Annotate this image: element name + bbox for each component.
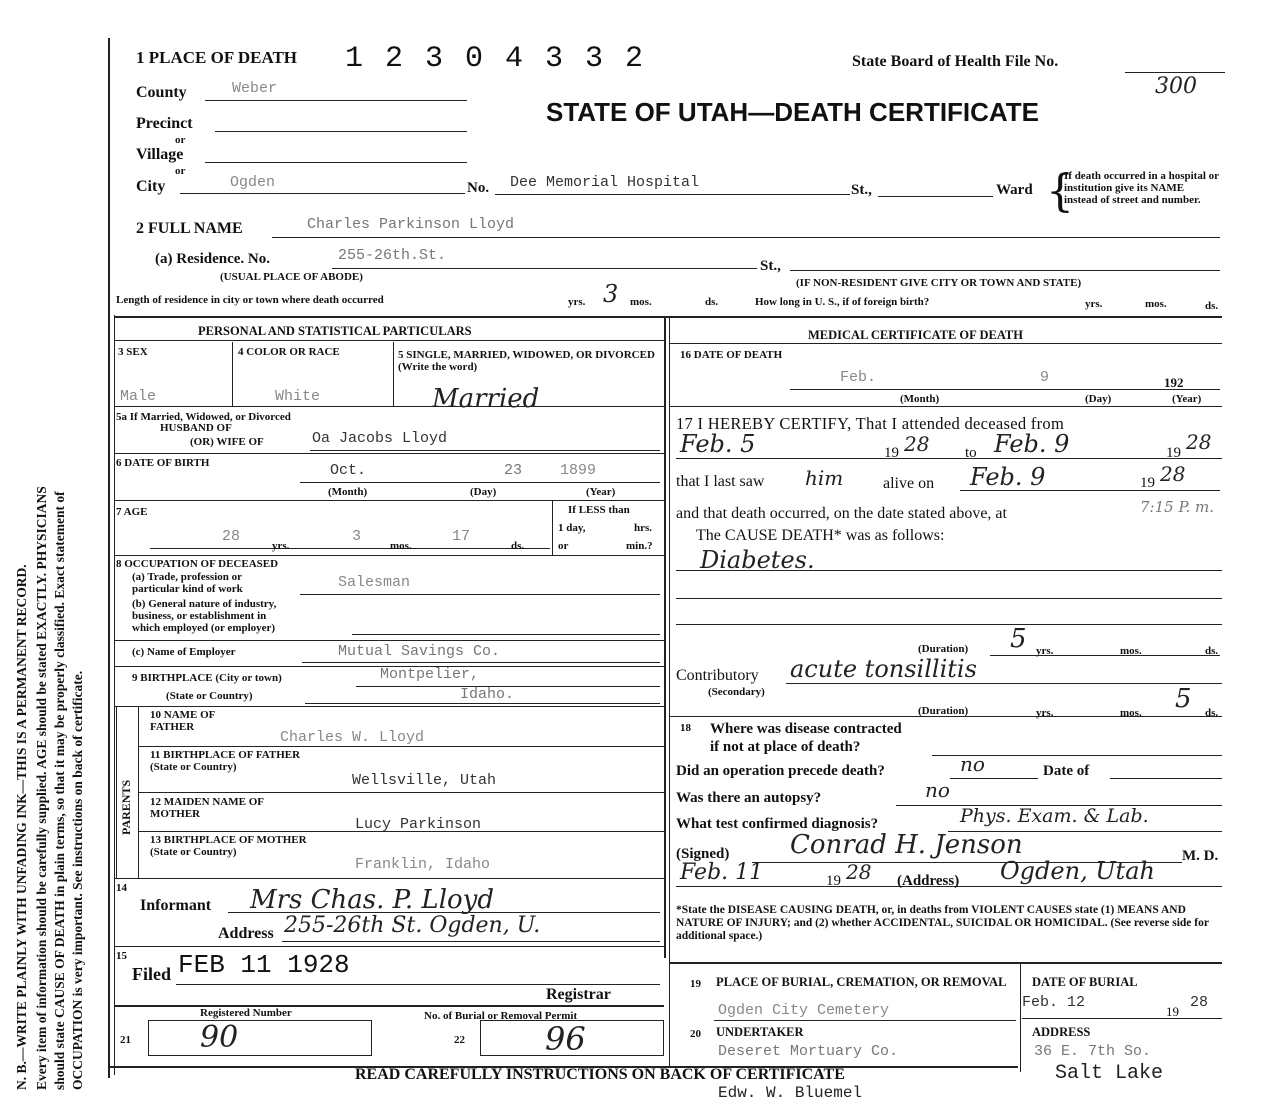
spouse-label-3: (OR) WIFE OF — [190, 436, 264, 448]
cause-value: Diabetes. — [700, 546, 815, 574]
marital-value: Married — [432, 384, 540, 414]
dob-year: 1899 — [560, 462, 597, 479]
medical-section-title: MEDICAL CERTIFICATE OF DEATH — [808, 328, 1023, 342]
state-board-value: 300 — [1155, 74, 1197, 99]
registrar-label: Registrar — [546, 986, 611, 1003]
side-note-2: Every item of information should be carefully supplied. AGE should be stated EXACTLY. PHYSICIANS — [34, 486, 49, 1090]
filed-number: 15 — [116, 950, 127, 962]
death-year-label: (Year) — [1172, 393, 1202, 405]
duration-yrs-label: yrs. — [1036, 645, 1054, 657]
informant-address-label: Address — [218, 925, 274, 942]
to-year-prefix: 19 — [1166, 445, 1181, 461]
mother-label: 12 MAIDEN NAME OF MOTHER — [150, 796, 264, 820]
age-label: 7 AGE — [116, 506, 148, 518]
length-residence-label: Length of residence in city or town where death occurred — [116, 294, 384, 306]
signed-year: 28 — [846, 860, 872, 884]
undertaker-person: Edw. W. Bluemel — [718, 1084, 863, 1102]
residence-st-label: St., — [760, 258, 781, 274]
spouse-label-1: 5a If Married, Widowed, or Divorced — [116, 411, 291, 423]
certificate-title: STATE OF UTAH—DEATH CERTIFICATE — [546, 97, 1039, 127]
cause-label: The CAUSE DEATH* was as follows: — [696, 527, 945, 544]
sex-value: Male — [120, 388, 157, 405]
burial-permit-value: 96 — [545, 1020, 586, 1058]
death-year: 192 — [1164, 375, 1184, 390]
age-years: 28 — [222, 528, 241, 545]
attended-from-year: 28 — [904, 432, 930, 456]
registered-number-label: Registered Number — [200, 1007, 292, 1019]
informant-value: Mrs Chas. P. Lloyd — [250, 885, 494, 915]
or-1: or — [175, 134, 186, 146]
residence-label: (a) Residence. No. — [155, 251, 270, 267]
spouse-label-2: HUSBAND OF — [160, 422, 232, 434]
date-of-label: Date of — [1043, 763, 1090, 779]
duration2-mos-label: mos. — [1120, 707, 1142, 719]
birthplace-city: Montpelier, — [380, 666, 480, 683]
no-label: No. — [467, 180, 490, 196]
center-divider — [664, 318, 666, 958]
alive-on-date: Feb. 9 — [970, 463, 1046, 491]
death-month: Feb. — [840, 369, 877, 386]
length-yrs-value: 3 — [603, 280, 619, 308]
informant-label: Informant — [140, 897, 212, 914]
father-birthplace-value: Wellsville, Utah — [352, 772, 497, 789]
duration2-label: (Duration) — [918, 705, 969, 717]
age-yrs-label: yrs. — [272, 540, 290, 552]
last-saw-label: that I last saw — [676, 473, 765, 490]
autopsy-value: no — [925, 778, 950, 802]
serial-number: 1 2 3 0 4 3 3 2 — [345, 42, 646, 76]
marital-label: 5 SINGLE, MARRIED, WIDOWED, OR DIVORCED (Write the word) — [398, 349, 655, 373]
reg-num-22: 22 — [454, 1034, 465, 1046]
duration2-months: 5 — [1175, 684, 1192, 714]
secondary-label: (Secondary) — [708, 686, 765, 698]
center-divider-2 — [669, 318, 670, 1068]
occurred-label: and that death occurred, on the date stated above, at — [676, 505, 1007, 522]
dob-year-label: (Year) — [586, 486, 616, 498]
hrs-label: hrs. — [634, 522, 653, 534]
city-label: City — [136, 178, 166, 195]
length-yrs-label: yrs. — [568, 296, 586, 308]
foreign-birth-label: How long in U. S., if of foreign birth? — [755, 296, 930, 308]
undertaker-value: Deseret Mortuary Co. — [718, 1043, 899, 1060]
burial-date-label: DATE OF BURIAL — [1032, 975, 1138, 989]
outer-left-border — [108, 38, 110, 1078]
precinct-label: Precinct — [136, 115, 193, 132]
dob-month: Oct. — [330, 462, 367, 479]
foreign-mos-label: mos. — [1145, 298, 1167, 310]
color-value: White — [275, 388, 321, 405]
undertaker-label: UNDERTAKER — [716, 1025, 804, 1039]
burial-permit-label: No. of Burial or Removal Permit — [424, 1010, 578, 1022]
filed-label: Filed — [132, 964, 171, 984]
death-day-label: (Day) — [1085, 393, 1112, 405]
undertaker-number: 20 — [690, 1028, 701, 1040]
birthplace-label: 9 BIRTHPLACE (City or town) — [132, 672, 282, 684]
test-value: Phys. Exam. & Lab. — [960, 805, 1149, 827]
occupation-value: Salesman — [338, 574, 411, 591]
attended-to-year: 28 — [1186, 430, 1212, 454]
min-label: min.? — [626, 540, 653, 552]
duration2-yrs-label: yrs. — [1036, 707, 1054, 719]
age-ds-label: ds. — [511, 540, 525, 552]
st-label: St., — [851, 182, 872, 198]
birthplace-state-label: (State or Country) — [166, 690, 253, 702]
autopsy-label: Was there an autopsy? — [676, 790, 822, 806]
parents-label: PARENTS — [119, 779, 133, 835]
attended-from-date: Feb. 5 — [680, 430, 756, 458]
occupation-b3: which employed (or employer) — [132, 622, 276, 634]
undertaker-address-label: ADDRESS — [1032, 1025, 1091, 1039]
occupation-b1: (b) General nature of industry, — [132, 598, 277, 610]
sex-label: 3 SEX — [118, 346, 148, 358]
where-label-2: if not at place of death? — [710, 739, 861, 755]
father-birthplace-label: 11 BIRTHPLACE OF FATHER (State or Country) — [150, 749, 301, 773]
nonresident-label: (IF NON-RESIDENT GIVE CITY OR TOWN AND STATE) — [796, 277, 1082, 289]
lessthan-label: If LESS than — [568, 504, 630, 516]
operation-label: Did an operation precede death? — [676, 763, 885, 779]
length-ds-label: ds. — [705, 296, 719, 308]
signed-label: (Signed) — [676, 846, 730, 862]
occupation-a2: particular kind of work — [132, 583, 243, 595]
occurred-time: 7:15 P. m. — [1140, 498, 1215, 516]
color-label: 4 COLOR OR RACE — [238, 346, 340, 358]
ward-label: Ward — [996, 182, 1033, 198]
signed-date: Feb. 11 — [680, 860, 764, 885]
date-of-death-label: 16 DATE OF DEATH — [680, 349, 783, 361]
last-saw-value: him — [805, 466, 844, 490]
side-note-1: N. B.—WRITE PLAINLY WITH UNFADING INK—THIS IS A PERMANENT RECORD. — [14, 564, 29, 1090]
personal-top-rule — [114, 316, 1222, 318]
burial-place-value: Ogden City Cemetery — [718, 1002, 890, 1019]
reg-num-21: 21 — [120, 1034, 131, 1046]
alive-year: 28 — [1160, 462, 1186, 486]
age-months: 3 — [352, 528, 362, 545]
occupation-label: 8 OCCUPATION OF DECEASED — [116, 558, 279, 570]
contributory-label: Contributory — [676, 667, 759, 684]
where-label-1: Where was disease contracted — [710, 721, 902, 737]
medical-footnote: *State the DISEASE CAUSING DEATH, or, in deaths from VIOLENT CAUSES state (1) MEANS AND NATURE OF INJURY; and (2) whether ACCIDENTAL, SUICIDAL OR HOMICIDAL. (See reverse side for additional space.) — [676, 904, 1209, 942]
mother-value: Lucy Parkinson — [355, 816, 482, 833]
registered-number-value: 90 — [200, 1020, 239, 1055]
duration-ds-label: ds. — [1205, 645, 1219, 657]
village-label: Village — [136, 146, 184, 163]
where-number: 18 — [680, 722, 691, 734]
undertaker-address-value: 36 E. 7th So. — [1034, 1043, 1152, 1060]
side-note-3: should state CAUSE OF DEATH in plain terms, so that it may be properly classified. Exact statement of — [52, 491, 67, 1090]
personal-section-title: PERSONAL AND STATISTICAL PARTICULARS — [198, 324, 472, 338]
informant-address-value: 255-26th St. Ogden, U. — [284, 913, 541, 938]
residence-value: 255-26th.St. — [338, 247, 447, 264]
physician-address-label: (Address) — [897, 873, 960, 889]
employer-value: Mutual Savings Co. — [338, 643, 501, 660]
duration2-ds-label: ds. — [1205, 707, 1219, 719]
inner-left-border — [114, 315, 115, 1075]
hospital-value: Dee Memorial Hospital — [510, 174, 700, 191]
age-mos-label: mos. — [390, 540, 412, 552]
length-mos-label: mos. — [630, 296, 652, 308]
or-label: or — [558, 540, 569, 552]
informant-number: 14 — [116, 882, 127, 894]
md-label: M. D. — [1182, 848, 1219, 864]
undertaker-city: Salt Lake — [1055, 1062, 1164, 1085]
from-year-prefix: 19 — [884, 445, 899, 461]
foreign-ds-label: ds. — [1205, 300, 1219, 312]
city-value: Ogden — [230, 174, 276, 191]
contributory-value: acute tonsillitis — [790, 655, 977, 683]
side-note-4: OCCUPATION is very important. See instructions on back of certificate. — [70, 670, 85, 1090]
burial-year: 28 — [1190, 994, 1209, 1011]
duration-label: (Duration) — [918, 643, 969, 655]
occupation-a1: (a) Trade, profession or — [132, 571, 242, 583]
certify-label: 17 I HEREBY CERTIFY, That I attended deceased from — [676, 414, 1065, 433]
attended-to-date: Feb. 9 — [994, 430, 1070, 458]
place-of-death-label: 1 PLACE OF DEATH — [136, 48, 298, 67]
ward-note: If death occurred in a hospital or institution give its NAME instead of street and number. — [1064, 170, 1219, 206]
full-name-label: 2 FULL NAME — [136, 220, 243, 237]
one-day-label: 1 day, — [558, 522, 586, 534]
county-label: County — [136, 84, 187, 101]
or-2: or — [175, 165, 186, 177]
death-month-label: (Month) — [900, 393, 940, 405]
state-board-label: State Board of Health File No. — [852, 53, 1059, 70]
duration-mos-label: mos. — [1120, 645, 1142, 657]
burial-place-label: PLACE OF BURIAL, CREMATION, OR REMOVAL — [716, 975, 1007, 989]
ward-brace: { — [1046, 166, 1074, 217]
burial-number: 19 — [690, 978, 701, 990]
footer-instructions: READ CAREFULLY INSTRUCTIONS ON BACK OF CERTIFICATE — [355, 1066, 845, 1083]
operation-value: no — [960, 752, 985, 776]
county-value: Weber — [232, 80, 278, 97]
employer-label: (c) Name of Employer — [132, 646, 236, 658]
registered-number-box — [148, 1020, 372, 1056]
dob-day-label: (Day) — [470, 486, 497, 498]
dob-label: 6 DATE OF BIRTH — [116, 457, 210, 469]
death-day: 9 — [1040, 369, 1050, 386]
full-name-value: Charles Parkinson Lloyd — [307, 216, 515, 233]
father-label: 10 NAME OF FATHER — [150, 709, 215, 733]
burial-year-prefix: 19 — [1166, 1004, 1179, 1019]
father-value: Charles W. Lloyd — [280, 729, 425, 746]
burial-date-value: Feb. 12 — [1022, 994, 1086, 1011]
birthplace-state: Idaho. — [460, 686, 515, 703]
mother-birthplace-value: Franklin, Idaho — [355, 856, 491, 873]
medical-title-rule — [670, 343, 1222, 344]
age-days: 17 — [452, 528, 471, 545]
dob-month-label: (Month) — [328, 486, 368, 498]
physician-signature: Conrad H. Jenson — [790, 830, 1023, 860]
test-label: What test confirmed diagnosis? — [676, 816, 879, 832]
duration-years: 5 — [1010, 624, 1027, 654]
spouse-value: Oa Jacobs Lloyd — [312, 430, 448, 447]
signed-year-prefix: 19 — [826, 873, 841, 889]
to-label: to — [965, 445, 977, 461]
occupation-b2: business, or establishment in — [132, 610, 267, 622]
alive-on-label: alive on — [883, 475, 935, 492]
physician-address-value: Ogden, Utah — [1000, 857, 1155, 885]
mother-birthplace-label: 13 BIRTHPLACE OF MOTHER (State or Country) — [150, 834, 307, 858]
alive-year-prefix: 19 — [1140, 475, 1155, 491]
abode-label: (USUAL PLACE OF ABODE) — [220, 271, 363, 283]
foreign-yrs-label: yrs. — [1085, 298, 1103, 310]
personal-title-rule — [114, 340, 664, 341]
filed-stamp: FEB 11 1928 — [178, 950, 350, 980]
dob-day: 23 — [504, 462, 523, 479]
